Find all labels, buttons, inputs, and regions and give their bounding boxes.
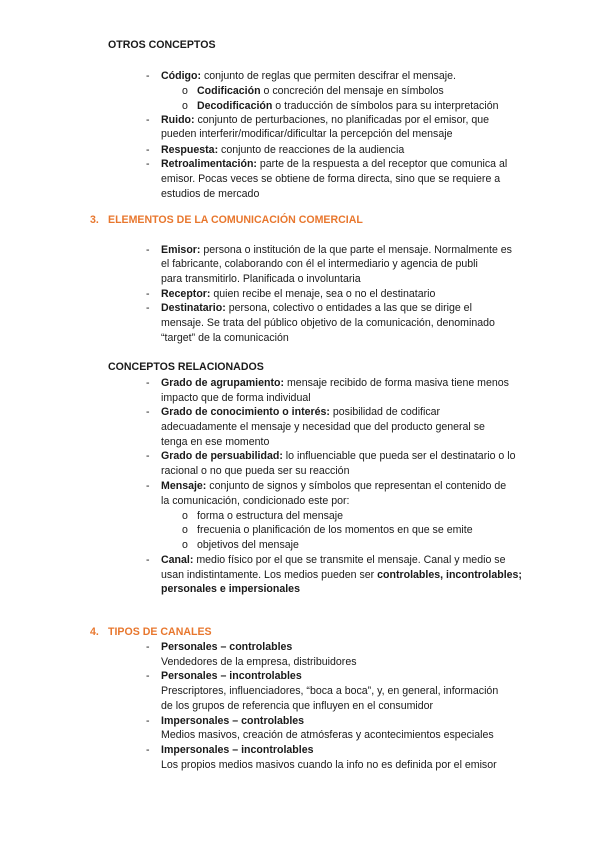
section-3-title: ELEMENTOS DE LA COMUNICACIÓN COMERCIAL (108, 214, 363, 226)
bullet-dash: - (146, 144, 150, 156)
bullet-dash: - (146, 114, 150, 126)
canal-item-line3: personales e impersionales (161, 583, 300, 595)
mensaje-item-line2: la comunicación, condicionado este por: (161, 495, 350, 507)
bullet-dash: - (146, 406, 150, 418)
bullet-dash: - (146, 377, 150, 389)
bullet-circle: o (182, 510, 188, 522)
canal-item: Canal: medio físico por el que se transmite el mensaje. Canal y medio se (161, 554, 506, 566)
conocimiento-item-line2: adecuadamente el mensaje y necesidad que del producto general se (161, 421, 485, 433)
bullet-dash: - (146, 670, 150, 682)
bullet-circle: o (182, 539, 188, 551)
impersonales-incontrolables-text: Los propios medios masivos cuando la info no es definida por el emisor (161, 759, 497, 771)
section-4-number: 4. (90, 626, 99, 638)
personales-incontrolables-term: Personales – incontrolables (161, 670, 302, 682)
retro-item-line3: estudios de mercado (161, 188, 260, 200)
section-3-number: 3. (90, 214, 99, 226)
mensaje-item: Mensaje: conjunto de signos y símbolos que representan el contenido de (161, 480, 507, 492)
destinatario-item-line2: mensaje. Se trata del público objetivo de la comunicación, denominado (161, 317, 495, 329)
emisor-item-line3: para transmitirlo. Planificada o involuntaria (161, 273, 361, 285)
bullet-dash: - (146, 158, 150, 170)
canal-item-line2: usan indistintamente. Los medios pueden ser controlables, incontrolables; (161, 569, 522, 581)
mensaje-sub-item: objetivos del mensaje (197, 539, 299, 551)
impersonales-incontrolables-term: Impersonales – incontrolables (161, 744, 314, 756)
persuabilidad-item: Grado de persuabilidad: lo influenciable que pueda ser el destinatario o lo (161, 450, 516, 462)
emisor-item: Emisor: persona o institución de la que parte el mensaje. Normalmente es (161, 244, 512, 256)
bullet-circle: o (182, 524, 188, 536)
personales-incontrolables-text-line2: de los grupos de referencia que influyen en el consumidor (161, 700, 434, 712)
destinatario-item-line3: “target” de la comunicación (161, 332, 289, 344)
respuesta-item: Respuesta: conjunto de reacciones de la audiencia (161, 144, 405, 156)
codigo-item: Código: conjunto de reglas que permiten descifrar el mensaje. (161, 70, 456, 82)
decodificacion-item: Decodificación o traducción de símbolos para su interpretación (197, 100, 499, 112)
agrupamiento-item-line2: impacto que de forma individual (161, 392, 311, 404)
bullet-dash: - (146, 480, 150, 492)
relacionados-heading: CONCEPTOS RELACIONADOS (108, 361, 264, 373)
bullet-dash: - (146, 744, 150, 756)
mensaje-sub-item: frecuenia o planificación de los momentos en que se emite (197, 524, 473, 536)
section-4-title: TIPOS DE CANALES (108, 626, 212, 638)
mensaje-sub-item: forma o estructura del mensaje (197, 510, 344, 522)
bullet-circle: o (182, 100, 188, 112)
conocimiento-item-line3: tenga en ese momento (161, 436, 270, 448)
otros-heading: OTROS CONCEPTOS (108, 39, 216, 51)
ruido-item-line2: pueden interferir/modificar/dificultar la percepción del mensaje (161, 128, 453, 140)
bullet-dash: - (146, 641, 150, 653)
bullet-dash: - (146, 554, 150, 566)
bullet-dash: - (146, 244, 150, 256)
bullet-dash: - (146, 450, 150, 462)
ruido-item: Ruido: conjunto de perturbaciones, no planificadas por el emisor, que (161, 114, 490, 126)
retro-item: Retroalimentación: parte de la respuesta a del receptor que comunica al (161, 158, 508, 170)
personales-incontrolables-text: Prescriptores, influenciadores, “boca a boca”, y, en general, información (161, 685, 499, 697)
bullet-dash: - (146, 70, 150, 82)
persuabilidad-item-line2: racional o no que pueda ser su reacción (161, 465, 350, 477)
impersonales-controlables-text: Medios masivos, creación de atmósferas y acontecimientos especiales (161, 729, 494, 741)
emisor-item-line2: el fabricante, colaborando con él el intermediario y agencia de publi (161, 258, 478, 270)
codificacion-item: Codificación o concreción del mensaje en símbolos (197, 85, 444, 97)
bullet-circle: o (182, 85, 188, 97)
bullet-dash: - (146, 288, 150, 300)
conocimiento-item: Grado de conocimiento o interés: posibilidad de codificar (161, 406, 441, 418)
impersonales-controlables-term: Impersonales – controlables (161, 715, 305, 727)
bullet-dash: - (146, 715, 150, 727)
personales-controlables-text: Vendedores de la empresa, distribuidores (161, 656, 357, 668)
destinatario-item: Destinatario: persona, colectivo o entidades a las que se dirige el (161, 302, 472, 314)
agrupamiento-item: Grado de agrupamiento: mensaje recibido de forma masiva tiene menos (161, 377, 509, 389)
personales-controlables-term: Personales – controlables (161, 641, 293, 653)
bullet-dash: - (146, 302, 150, 314)
retro-item-line2: emisor. Pocas veces se obtiene de forma directa, sino que se requiere a (161, 173, 501, 185)
receptor-item: Receptor: quien recibe el menaje, sea o no el destinatario (161, 288, 436, 300)
